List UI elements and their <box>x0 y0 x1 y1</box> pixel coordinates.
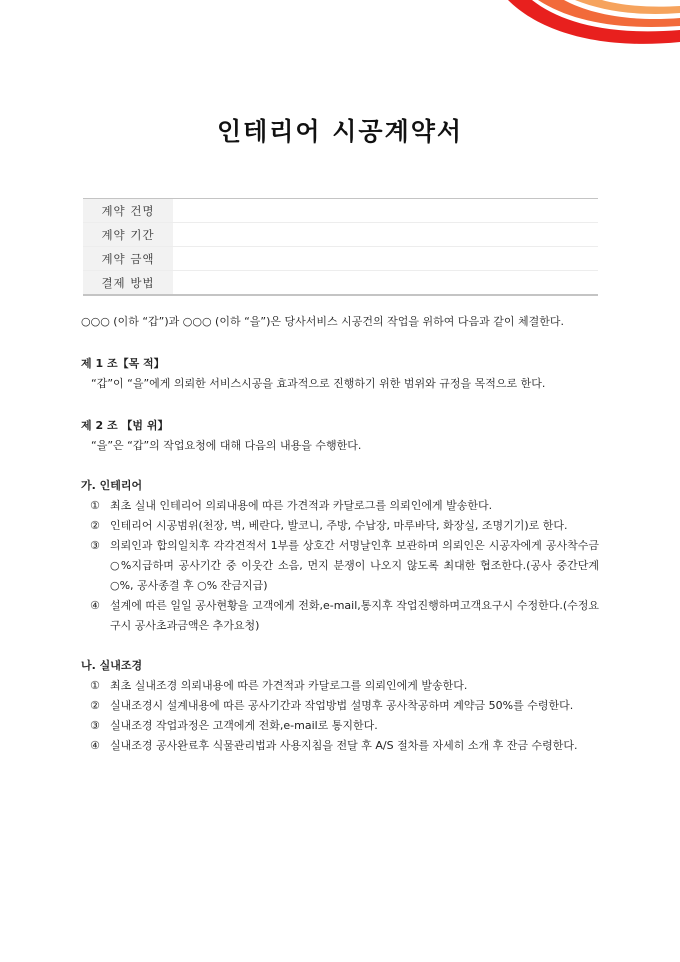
info-row-label: 계약 기간 <box>83 223 173 247</box>
article-2-text: “을”은 “갑”의 작업요청에 대해 다음의 내용을 수행한다. <box>91 439 362 452</box>
contract-body <box>81 312 599 756</box>
item-text: 실내조경 작업과정은 고객에게 전화,e-mail로 통지한다. <box>110 719 378 732</box>
item-text: 설계에 따른 일일 공사현황을 고객에게 전화,e-mail,통지후 작업진행하며고객요구시 수정한다.(수정요구시 공사초과금액은 추가요청) <box>110 599 599 632</box>
corner-swoosh-decoration <box>480 0 680 60</box>
info-row-value[interactable] <box>173 223 598 247</box>
info-row <box>83 223 598 247</box>
list-item <box>90 596 599 636</box>
info-row-label: 결제 방법 <box>83 271 173 296</box>
section-title: 나. 실내조경 <box>81 659 143 672</box>
item-text: 최초 실내 인테리어 의뢰내용에 따른 가견적과 카달로그를 의뢰인에게 발송한다. <box>110 499 493 512</box>
item-text: 실내조경시 설계내용에 따른 공사기간과 작업방법 설명후 공사착공하며 계약금 50%를 수령한다. <box>110 699 574 712</box>
list-item <box>90 716 599 736</box>
item-number: ③ <box>90 539 100 552</box>
intro-paragraph: ○○○ (이하 “갑”)과 ○○○ (이하 “을”)은 당사서비스 시공건의 작업을 위하여 다음과 같이 체결한다. <box>81 315 565 328</box>
item-number: ② <box>90 699 100 712</box>
info-row-value[interactable] <box>173 199 598 223</box>
info-row-value[interactable] <box>173 271 598 296</box>
info-row-label: 계약 건명 <box>83 199 173 223</box>
info-row <box>83 247 598 271</box>
item-number: ① <box>90 499 100 512</box>
list-item <box>90 736 599 756</box>
info-row <box>83 271 598 296</box>
item-number: ④ <box>90 739 100 752</box>
item-text: 최초 실내조경 의뢰내용에 따른 가견적과 카달로그를 의뢰인에게 발송한다. <box>110 679 468 692</box>
article-1-title: 제 1 조【목 적】 <box>81 357 165 370</box>
article-1-text: “갑”이 “을”에게 의뢰한 서비스시공을 효과적으로 진행하기 위한 범위와 규정을 목적으로 한다. <box>91 377 546 390</box>
item-number: ④ <box>90 599 100 612</box>
section-item-list <box>81 496 599 636</box>
article-2-title: 제 2 조 【범 위】 <box>81 419 169 432</box>
item-text: 의뢰인과 합의일치후 각각견적서 1부를 상호간 서명날인후 보관하며 의뢰인은 시공자에게 공사착수금 ○%지급하며 공사기간 중 이웃간 소음, 먼지 분쟁이 나오지 않도록 최대한 협조한다.(공사 중간단계 ○%, 공사종결 후 ○% 잔금지급) <box>110 539 599 592</box>
list-item <box>90 496 599 516</box>
item-number: ③ <box>90 719 100 732</box>
info-row-value[interactable] <box>173 247 598 271</box>
info-row-label: 계약 금액 <box>83 247 173 271</box>
document-title: 인테리어 시공계약서 <box>216 117 464 146</box>
info-row <box>83 199 598 223</box>
list-item <box>90 696 599 716</box>
item-number: ② <box>90 519 100 532</box>
list-item <box>90 676 599 696</box>
section-item-list <box>81 676 599 756</box>
list-item <box>90 536 599 596</box>
contract-info-table <box>83 198 598 296</box>
item-text: 인테리어 시공범위(천장, 벽, 베란다, 발코니, 주방, 수납장, 마루바닥, 화장실, 조명기기)로 한다. <box>110 519 568 532</box>
section-title: 가. 인테리어 <box>81 479 143 492</box>
item-number: ① <box>90 679 100 692</box>
item-text: 실내조경 공사완료후 식물관리법과 사용지침을 전달 후 A/S 절차를 자세히 소개 후 잔금 수령한다. <box>110 739 578 752</box>
list-item <box>90 516 599 536</box>
